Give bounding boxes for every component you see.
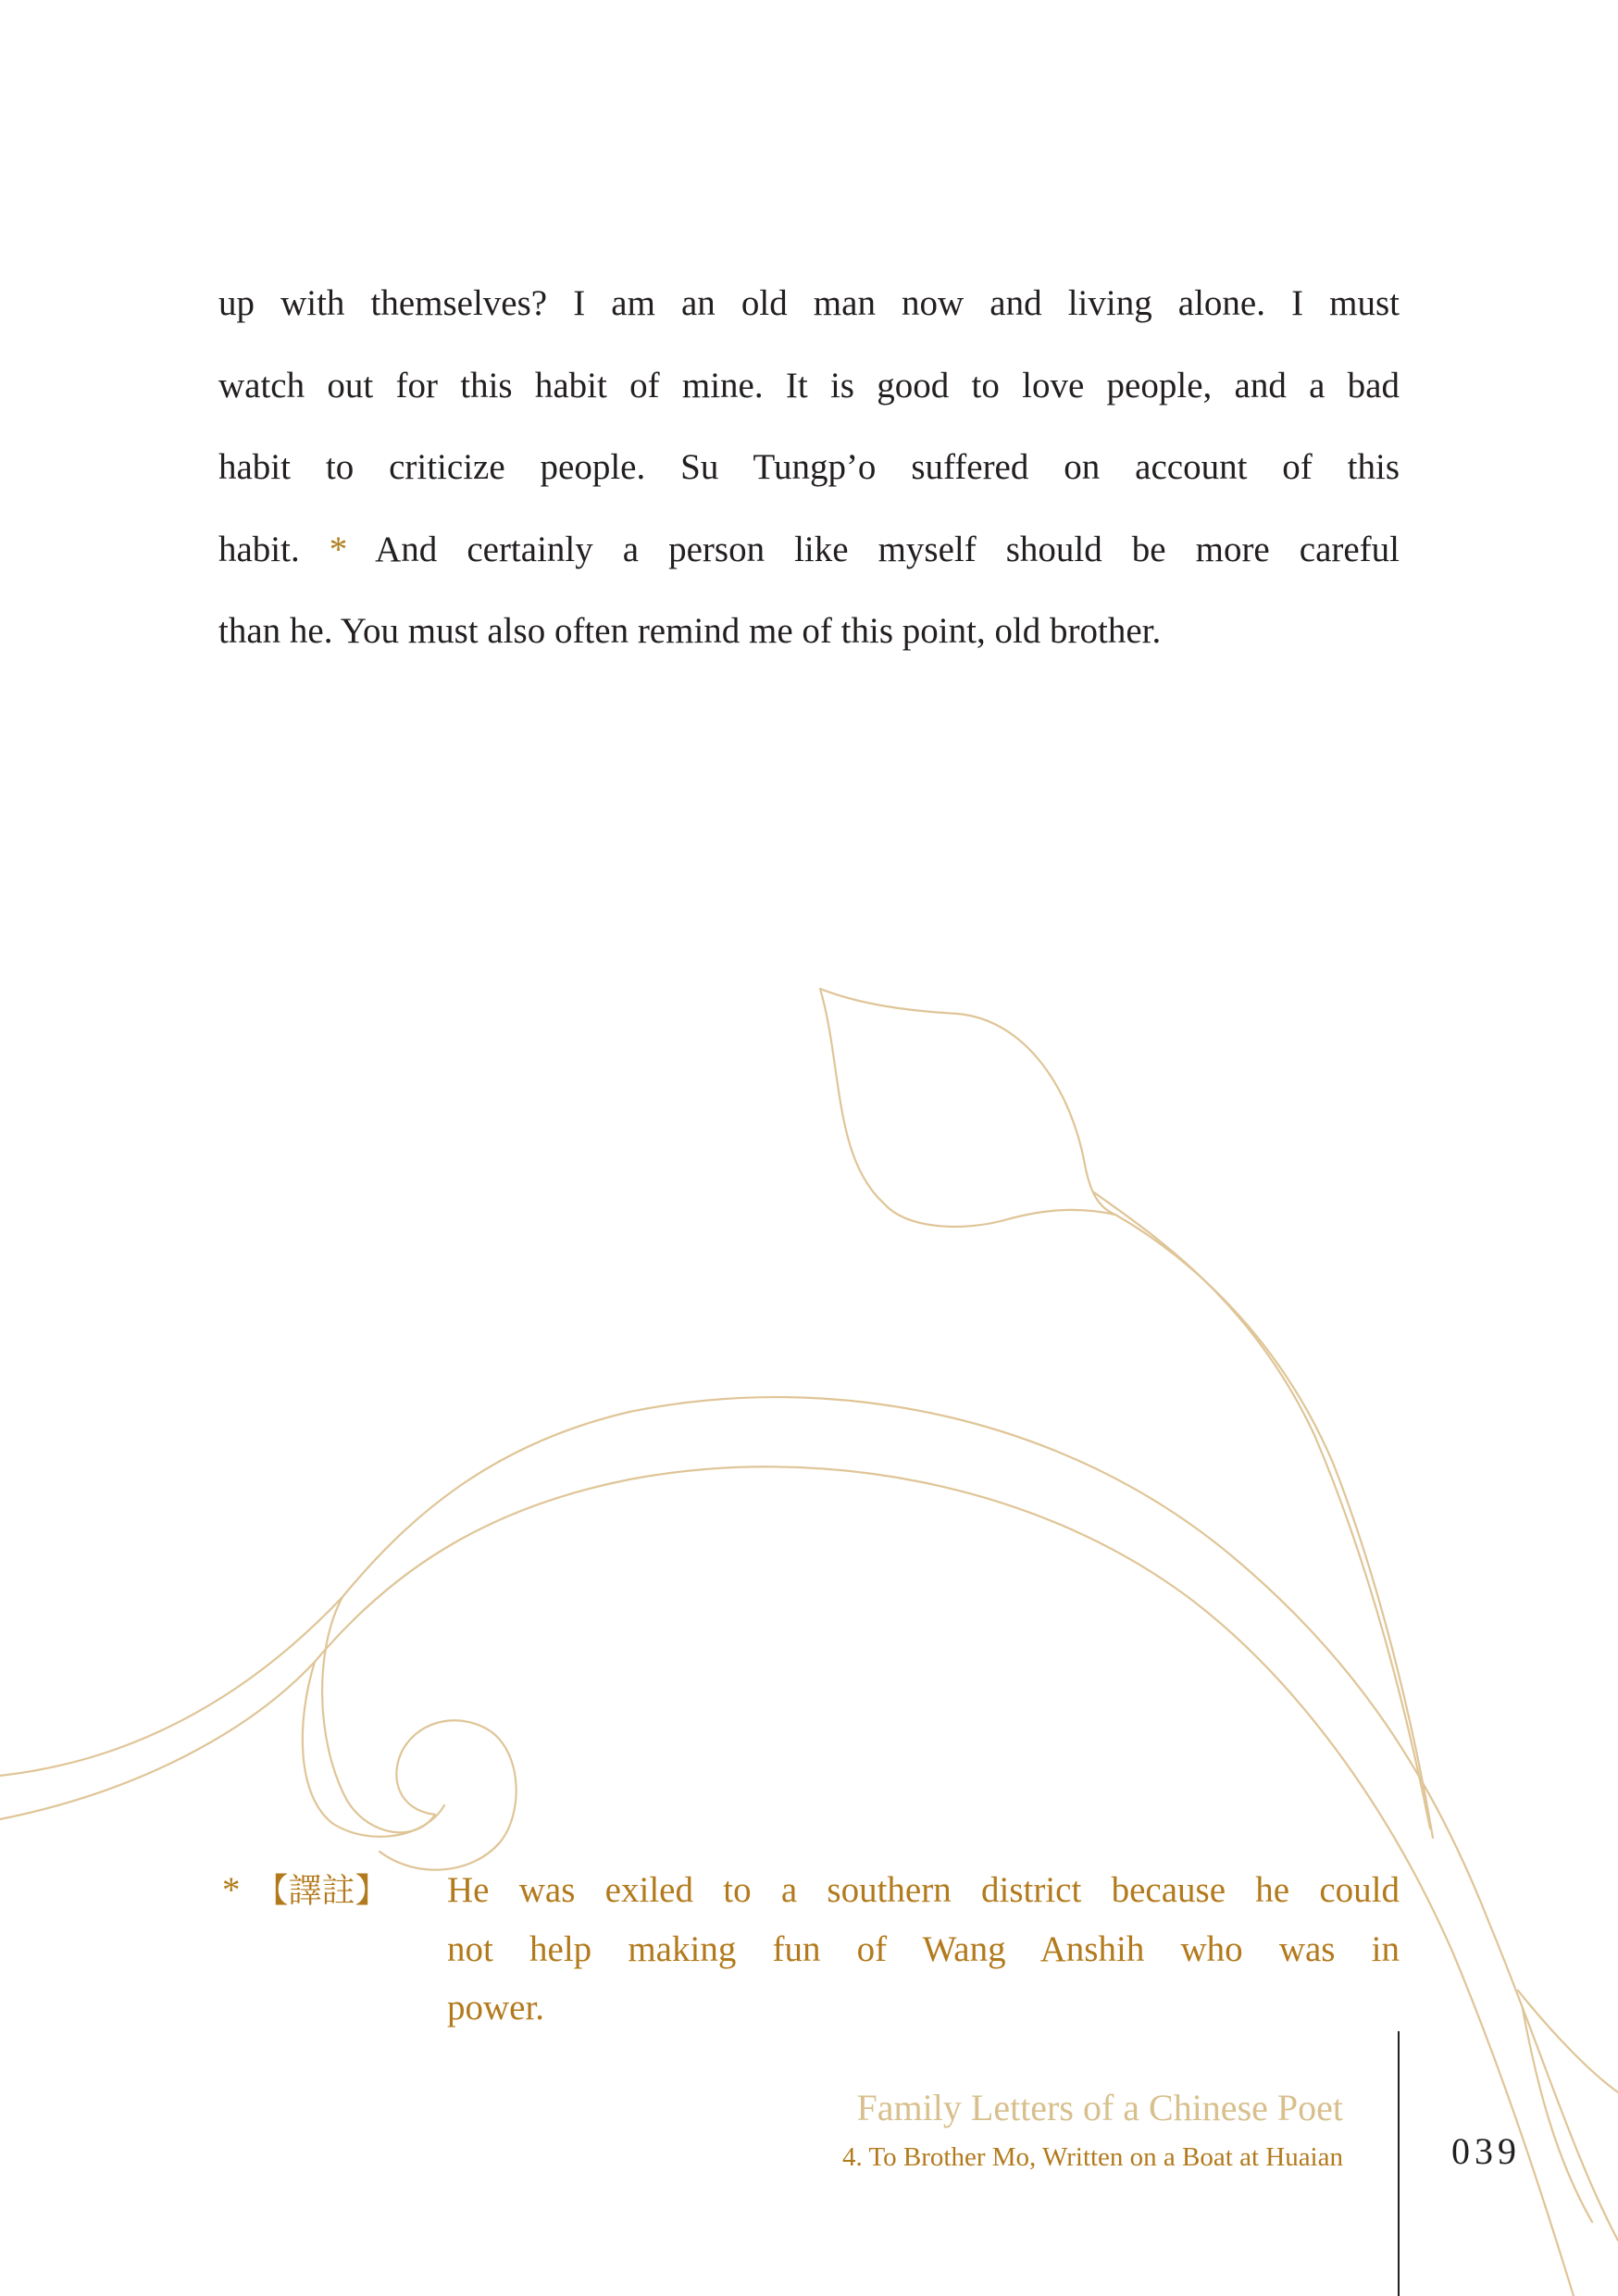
body-line: watch out for this habit of mine. It is good to love people, and a bad: [218, 365, 1400, 406]
tendril: [1518, 1990, 1618, 2092]
body-line: [218, 509, 1400, 592]
footnote-reference-asterisk[interactable]: *: [329, 529, 348, 569]
letter-body: [218, 263, 1400, 673]
stem-left-edge: [1094, 1192, 1430, 1828]
footnote-text: [447, 1861, 1400, 2038]
vine-spiral: [322, 1597, 517, 1870]
vine-curl: [303, 1662, 444, 1837]
body-line: habit to criticize people. Su Tungp’o suffered on account of this: [218, 447, 1400, 487]
footnote-line: He was exiled to a southern district because he could: [447, 1870, 1400, 1910]
body-line: up with themselves? I am an old man now and living alone. I must: [218, 283, 1400, 323]
vine-outer: [0, 1397, 1618, 2240]
translator-note-tag: 【譯註】: [255, 1872, 389, 1910]
page-number: 039: [1451, 2130, 1521, 2172]
stem-right-edge: [1115, 1215, 1433, 1838]
chapter-title: 4. To Brother Mo, Written on a Boat at Huaian: [842, 2142, 1343, 2172]
body-line-end: And certainly a person like myself should be more careful: [375, 529, 1400, 569]
footnote-asterisk: *: [222, 1870, 241, 1910]
tendril-inner: [1523, 2009, 1592, 2222]
footnote-marker-group: [222, 1861, 389, 1921]
body-line: than he. You must also often remind me of this point, old brother.: [218, 611, 1162, 651]
footer-divider: [1398, 2031, 1400, 2296]
lotus-bud-outline: [820, 989, 1115, 1227]
book-title: Family Letters of a Chinese Poet: [856, 2087, 1343, 2128]
body-line-start: habit.: [218, 529, 300, 569]
footnote-line: not help making fun of Wang Anshih who was in: [447, 1928, 1400, 1969]
footnote-line: power.: [447, 1988, 545, 2028]
